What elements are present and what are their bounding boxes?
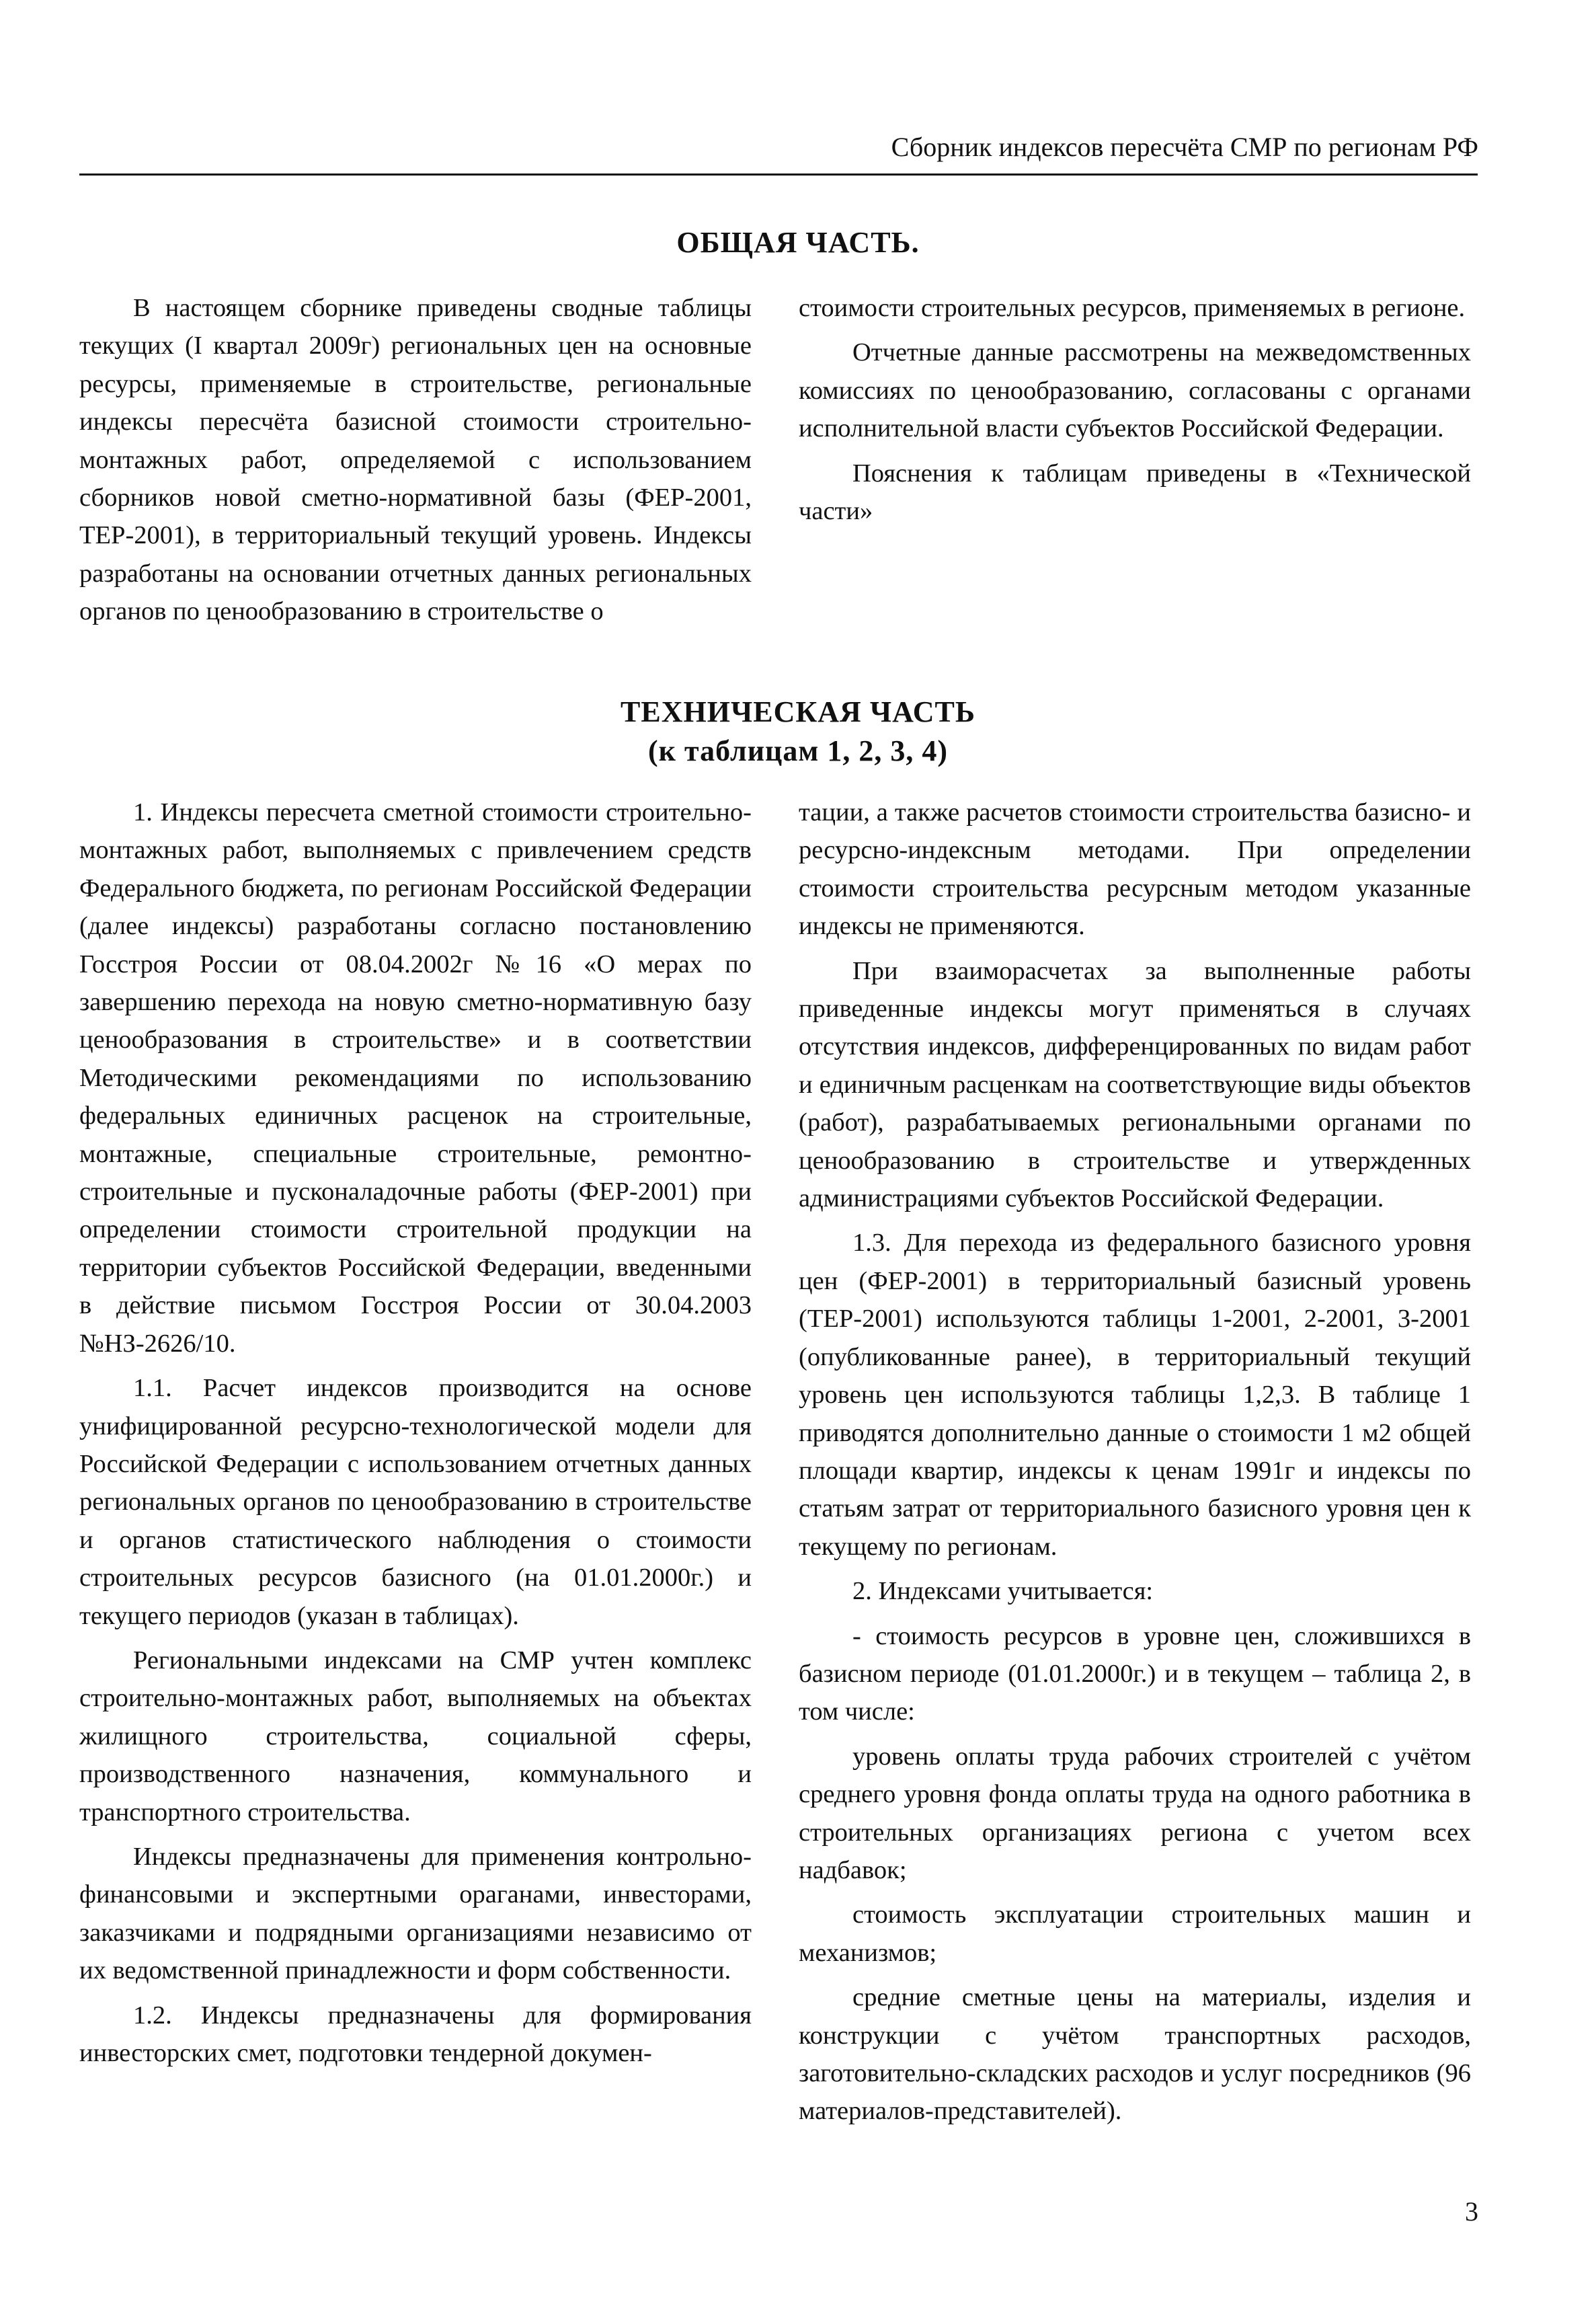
paragraph: стоимости строительных ресурсов, применяемых в регионе.	[799, 294, 1466, 322]
paragraph: При взаиморасчетах за выполненные работы приведенные индексы могут применяться в случаях отсутствия индексов, дифференцированных по видам работ и единичным расценкам на соответствующие виды объектов (работ), разрабатываемых региональными органами по ценообразованию в строительстве и утвержденных администрациями субъектов Российской Федерации.	[799, 956, 1471, 1213]
paragraph: - стоимость ресурсов в уровне цен, сложившихся в базисном периоде (01.01.2000г.) и в текущем – таблица 2, в том числе:	[799, 1621, 1471, 1726]
header-rule	[79, 173, 1478, 176]
paragraph: Региональными индексами на СМР учтен комплекс строительно-монтажных работ, выполняемых на объектах жилищного строительства, социальной сферы, производственного назначения, коммунального и транспортного строительства.	[79, 1646, 752, 1826]
technical-part-subtitle: (к таблицам 1, 2, 3, 4)	[647, 734, 949, 767]
running-header: Сборник индексов пересчёта СМР по регионам РФ	[891, 132, 1478, 162]
technical-part-left-column	[79, 794, 752, 2079]
paragraph: В настоящем сборнике приведены сводные таблицы текущих (I квартал 2009г) региональных цен на основные ресурсы, применяемые в строительстве, региональные индексы пересчёта базисной стоимости строительно-монтажных работ, определяемой с использованием сборников новой сметно-нормативной базы (ФЕР-2001, ТЕР-2001), в территориальный текущий уровень. Индексы разработаны на основании отчетных данных региональных органов по ценообразованию в строительстве о	[79, 294, 752, 626]
paragraph: Индексы предназначены для применения контрольно-финансовыми и экспертными ораганами, инвесторами, заказчиками и подрядными организациями независимо от их ведомственной принадлежности и форм собственности.	[79, 1842, 752, 1985]
paragraph: 1. Индексы пересчета сметной стоимости строительно-монтажных работ, выполняемых с привлечением средств Федерального бюджета, по регионам Российской Федерации (далее индексы) разработаны согласно постановлению Госстроя России от 08.04.2002г №16 «О мерах по завершению перехода на новую сметно-нормативную базу ценообразования в строительстве» и в соответствии Методическими рекомендациями по использованию федеральных единичных расценок на строительные, монтажные, специальные строительные, ремонтно-строительные и пусконаладочные работы (ФЕР-2001) при определении стоимости строительной продукции на территории субъектов Российской Федерации, введенными в действие письмом Госстроя России от 30.04.2003 №НЗ-2626/10.	[79, 798, 752, 1358]
paragraph: Отчетные данные рассмотрены на межведомственных комиссиях по ценообразованию, согласованы с органами исполнительной власти субъектов Российской Федерации.	[799, 338, 1471, 443]
general-part-right-column	[799, 289, 1471, 537]
paragraph: средние сметные цены на материалы, изделия и конструкции с учётом транспортных расходов, заготовительно-складских расходов и услуг посредников (96 материалов-представителей).	[799, 1983, 1471, 2126]
paragraph: тации, а также расчетов стоимости строительства базисно- и ресурсно-индексным методами. При определении стоимости строительства ресурсным методом указанные индексы не применяются.	[799, 798, 1471, 941]
paragraph: Пояснения к таблицам приведены в «Технической части»	[799, 459, 1471, 526]
paragraph: 2. Индексами учитывается:	[852, 1577, 1154, 1606]
general-part-left-column	[79, 289, 752, 638]
technical-part-title: ТЕХНИЧЕСКАЯ ЧАСТЬ	[621, 695, 975, 728]
technical-part-heading	[0, 693, 1596, 771]
paragraph: стоимость эксплуатации строительных машин и механизмов;	[799, 1900, 1471, 1967]
paragraph: 1.1. Расчет индексов производится на основе унифицированной ресурсно-технологической модели для Российской Федерации с использованием отчетных данных региональных органов по ценообразованию в строительстве и органов статистического наблюдения о стоимости строительных ресурсов базисного (на 01.01.2000г.) и текущего периодов (указан в таблицах).	[79, 1374, 752, 1630]
technical-part-right-column	[799, 794, 1471, 2137]
general-part-title: ОБЩАЯ ЧАСТЬ.	[676, 226, 920, 259]
page-number: 3	[1465, 2196, 1478, 2227]
paragraph: 1.2. Индексы предназначены для формирования инвесторских смет, подготовки тендерной докумен-	[79, 2001, 752, 2067]
paragraph: 1.3. Для перехода из федерального базисного уровня цен (ФЕР-2001) в территориальный базисный уровень (ТЕР-2001) используются таблицы 1-2001, 2-2001, 3-2001 (опубликованные ранее), в территориальный текущий уровень цен используются таблицы 1,2,3. В таблице 1 приводятся дополнительно данные о стоимости 1 м2 общей площади квартир, индексы к ценам 1991г и индексы по статьям затрат от территориального базисного уровня цен к текущему по регионам.	[799, 1229, 1471, 1561]
paragraph: уровень оплаты труда рабочих строителей с учётом среднего уровня фонда оплаты труда на одного работника в строительных организациях региона с учетом всех надбавок;	[799, 1742, 1471, 1884]
